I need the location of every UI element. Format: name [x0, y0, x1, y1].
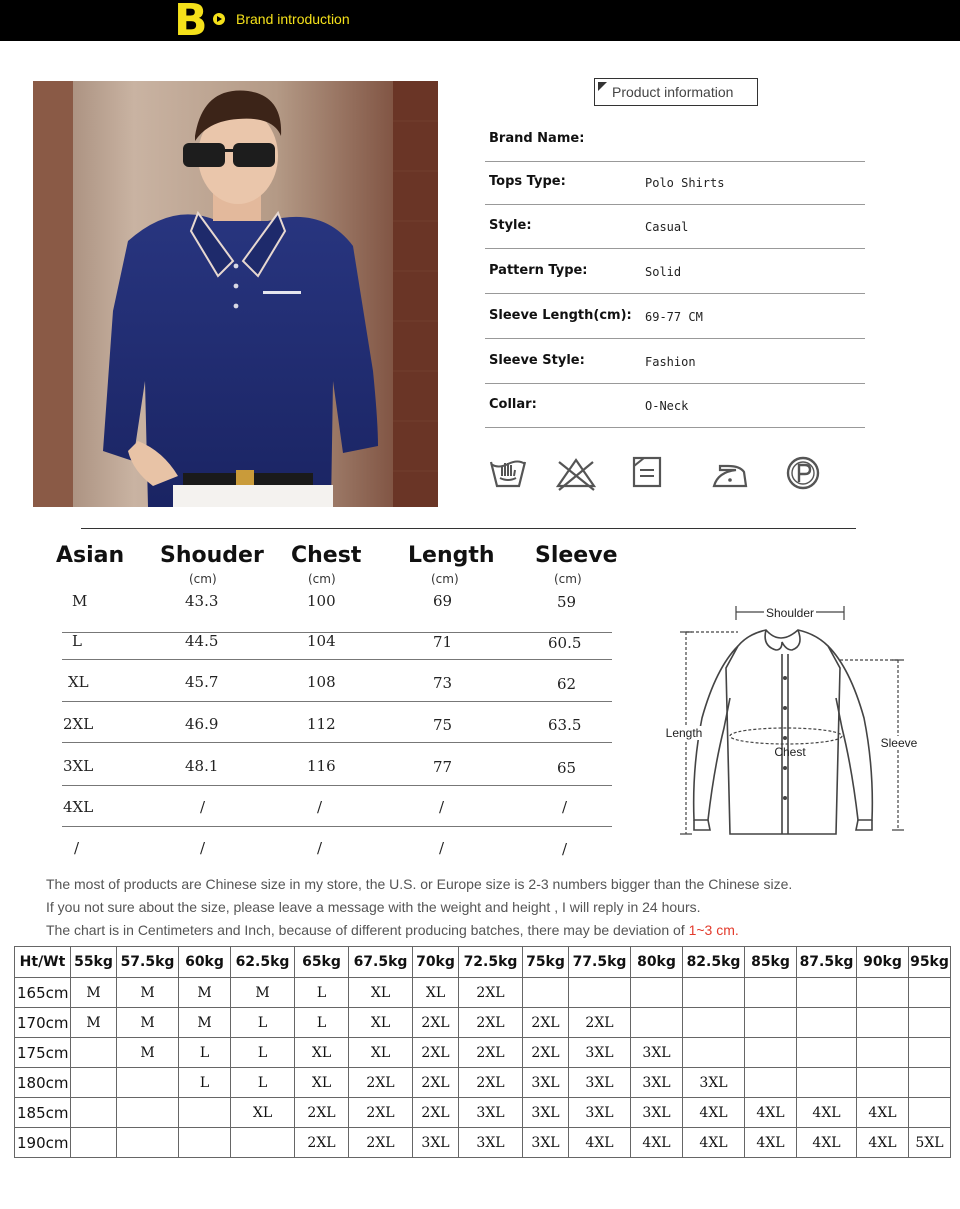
size-row [62, 702, 612, 743]
weight-header: 67.5kg [349, 947, 413, 978]
size-recommendation-cell [909, 1038, 951, 1068]
size-recommendation-cell [523, 978, 569, 1008]
size-row [62, 786, 612, 827]
weight-header: 62.5kg [231, 947, 295, 978]
size-recommendation-cell: L [295, 978, 349, 1008]
height-label: 180cm [15, 1068, 71, 1098]
size-recommendation-cell: L [231, 1068, 295, 1098]
attribute-key: Sleeve Length(cm): [489, 308, 632, 323]
size-cell: 104 [307, 632, 336, 650]
attribute-key: Style: [489, 218, 532, 233]
size-recommendation-cell [683, 1038, 745, 1068]
size-recommendation-cell [117, 1098, 179, 1128]
attribute-key: Brand Name: [489, 131, 585, 146]
unit-label: (cm) [189, 572, 217, 586]
tumble-dry-icon [632, 452, 664, 492]
size-cell: / [439, 839, 445, 857]
size-recommendation-cell: 2XL [349, 1068, 413, 1098]
size-cell: 59 [557, 593, 577, 611]
weight-header: 60kg [179, 947, 231, 978]
unit-label: (cm) [308, 572, 336, 586]
size-header-chest: Chest [291, 543, 362, 568]
size-recommendation-cell: 3XL [631, 1098, 683, 1128]
shirt-measurement-diagram [658, 598, 923, 846]
size-recommendation-cell [857, 1038, 909, 1068]
size-recommendation-cell: 3XL [459, 1098, 523, 1128]
play-icon [213, 13, 225, 25]
size-row [62, 660, 612, 702]
size-recommendation-cell [745, 1008, 797, 1038]
size-recommendation-cell [797, 1038, 857, 1068]
table-header-row [15, 947, 951, 978]
size-recommendation-cell [745, 978, 797, 1008]
height-weight-table [14, 946, 951, 1158]
hand-wash-icon [488, 452, 528, 492]
size-recommendation-cell: 4XL [745, 1098, 797, 1128]
size-recommendation-cell: 3XL [569, 1068, 631, 1098]
weight-header: 95kg [909, 947, 951, 978]
size-recommendation-cell [179, 1098, 231, 1128]
size-recommendation-cell: 4XL [745, 1128, 797, 1158]
size-note-text: The chart is in Centimeters and Inch, because of different producing batches, there may be deviation of [46, 922, 689, 938]
size-cell: 46.9 [185, 715, 219, 733]
size-recommendation-cell: 3XL [683, 1068, 745, 1098]
attribute-row [485, 118, 865, 162]
table-row [15, 1038, 951, 1068]
attribute-value: Solid [645, 265, 682, 279]
size-recommendation-cell: 3XL [459, 1128, 523, 1158]
size-note: The most of products are Chinese size in my store, the U.S. or Europe size is 2-3 numbers bigger than the Chinese size. [46, 876, 793, 892]
size-note [46, 922, 739, 938]
deviation-highlight: 1~3 cm [688, 922, 735, 938]
size-recommendation-cell: 4XL [631, 1128, 683, 1158]
size-recommendation-cell: XL [231, 1098, 295, 1128]
size-note-end: . [734, 922, 739, 938]
size-cell: L [72, 632, 82, 650]
weight-header: 65kg [295, 947, 349, 978]
size-recommendation-cell [745, 1038, 797, 1068]
size-cell: 77 [433, 758, 453, 776]
size-recommendation-cell [857, 1008, 909, 1038]
size-row [62, 827, 612, 868]
size-recommendation-cell: 4XL [857, 1128, 909, 1158]
size-recommendation-cell [231, 1128, 295, 1158]
size-recommendation-cell [117, 1068, 179, 1098]
size-recommendation-cell: 2XL [523, 1038, 569, 1068]
size-cell: 63.5 [548, 716, 582, 734]
weight-header: 72.5kg [459, 947, 523, 978]
size-cell: 112 [307, 715, 336, 733]
size-recommendation-cell [909, 1008, 951, 1038]
size-recommendation-cell: 2XL [459, 978, 523, 1008]
weight-header: 57.5kg [117, 947, 179, 978]
table-row [15, 1128, 951, 1158]
size-header-asian: Asian [56, 543, 125, 568]
attribute-row [485, 384, 865, 428]
size-recommendation-cell [71, 1068, 117, 1098]
size-recommendation-cell: 2XL [349, 1128, 413, 1158]
size-recommendation-cell: M [117, 978, 179, 1008]
size-recommendation-cell [631, 1008, 683, 1038]
size-cell: / [317, 798, 323, 816]
size-recommendation-cell: M [71, 1008, 117, 1038]
size-header-length: Length [408, 543, 495, 568]
attribute-row [485, 161, 865, 205]
size-recommendation-cell: M [71, 978, 117, 1008]
size-cell: / [439, 798, 445, 816]
care-icons [488, 452, 828, 496]
size-recommendation-cell: 4XL [797, 1128, 857, 1158]
size-recommendation-cell: 4XL [683, 1128, 745, 1158]
diagram-label-shoulder: Shoulder [765, 606, 815, 620]
height-label: 190cm [15, 1128, 71, 1158]
attribute-row [485, 205, 865, 249]
size-recommendation-cell [797, 978, 857, 1008]
size-recommendation-cell: 3XL [569, 1098, 631, 1128]
size-recommendation-cell: 4XL [857, 1098, 909, 1128]
product-photo [33, 81, 438, 507]
size-recommendation-cell [71, 1098, 117, 1128]
size-cell: / [200, 798, 206, 816]
diagram-label-length: Length [665, 726, 703, 740]
dry-clean-p-icon [786, 452, 822, 492]
brand-letter: B [174, 0, 208, 46]
size-header-shoulder: Shouder [160, 543, 264, 568]
size-cell: XL [68, 673, 89, 691]
product-information-badge: Product information [594, 78, 758, 106]
attribute-key: Sleeve Style: [489, 353, 585, 368]
attribute-value: Polo Shirts [645, 176, 725, 190]
size-recommendation-cell [179, 1128, 231, 1158]
unit-label: (cm) [431, 572, 459, 586]
size-cell: 100 [307, 592, 336, 610]
size-recommendation-cell: 3XL [631, 1068, 683, 1098]
size-recommendation-cell: XL [349, 978, 413, 1008]
brand-header-bar [0, 0, 960, 46]
size-cell: / [562, 840, 568, 858]
size-recommendation-cell [745, 1068, 797, 1098]
weight-header: 87.5kg [797, 947, 857, 978]
size-recommendation-cell: XL [413, 978, 459, 1008]
size-recommendation-cell [797, 1008, 857, 1038]
size-recommendation-cell [909, 978, 951, 1008]
diagram-label-sleeve: Sleeve [880, 736, 918, 750]
size-recommendation-cell: 3XL [523, 1128, 569, 1158]
size-recommendation-cell: M [179, 978, 231, 1008]
size-cell: 44.5 [185, 632, 219, 650]
size-recommendation-cell [631, 978, 683, 1008]
size-recommendation-cell: 3XL [631, 1038, 683, 1068]
size-recommendation-cell: L [231, 1038, 295, 1068]
size-recommendation-cell: XL [295, 1038, 349, 1068]
size-recommendation-cell: 4XL [797, 1098, 857, 1128]
attribute-row [485, 340, 865, 384]
size-recommendation-cell [909, 1098, 951, 1128]
section-divider [81, 528, 856, 529]
attribute-value: O-Neck [645, 399, 689, 413]
size-cell: 71 [433, 633, 453, 651]
size-cell: 75 [433, 716, 453, 734]
size-recommendation-cell: XL [349, 1038, 413, 1068]
size-recommendation-cell: 3XL [413, 1128, 459, 1158]
size-cell: / [562, 798, 568, 816]
size-recommendation-cell: 2XL [459, 1008, 523, 1038]
size-recommendation-cell: 2XL [295, 1098, 349, 1128]
size-header-sleeve: Sleeve [535, 543, 618, 568]
size-recommendation-cell: M [231, 978, 295, 1008]
size-recommendation-cell: XL [295, 1068, 349, 1098]
height-label: 170cm [15, 1008, 71, 1038]
attribute-key: Collar: [489, 397, 537, 412]
size-recommendation-cell [857, 978, 909, 1008]
size-cell: 116 [307, 757, 336, 775]
size-recommendation-cell: 5XL [909, 1128, 951, 1158]
size-recommendation-cell [71, 1128, 117, 1158]
weight-header: 75kg [523, 947, 569, 978]
weight-header: 82.5kg [683, 947, 745, 978]
size-recommendation-cell: 2XL [523, 1008, 569, 1038]
weight-header: 85kg [745, 947, 797, 978]
size-recommendation-cell: 2XL [413, 1098, 459, 1128]
size-cell: 3XL [63, 757, 94, 775]
attribute-value: 69-77 CM [645, 310, 703, 324]
iron-icon [710, 452, 750, 492]
weight-header: 70kg [413, 947, 459, 978]
size-recommendation-cell: 2XL [459, 1068, 523, 1098]
size-recommendation-cell: L [295, 1008, 349, 1038]
size-cell: 62 [557, 675, 577, 693]
size-recommendation-cell: 4XL [569, 1128, 631, 1158]
size-recommendation-cell: 2XL [413, 1008, 459, 1038]
size-cell: M [72, 592, 88, 610]
size-recommendation-cell: M [179, 1008, 231, 1038]
size-cell: 108 [307, 673, 336, 691]
size-recommendation-cell: 4XL [683, 1098, 745, 1128]
size-cell: 60.5 [548, 634, 582, 652]
weight-header: 80kg [631, 947, 683, 978]
size-recommendation-cell: 2XL [459, 1038, 523, 1068]
weight-header: 55kg [71, 947, 117, 978]
size-note: If you not sure about the size, please leave a message with the weight and height , I will reply in 24 hours. [46, 899, 701, 915]
size-recommendation-cell [117, 1128, 179, 1158]
size-cell: 45.7 [185, 673, 219, 691]
size-recommendation-cell [683, 1008, 745, 1038]
size-cell: / [74, 839, 80, 857]
size-recommendation-cell: L [231, 1008, 295, 1038]
no-bleach-icon [554, 452, 598, 492]
attribute-value: Casual [645, 220, 689, 234]
table-row [15, 1098, 951, 1128]
size-cell: 43.3 [185, 592, 219, 610]
size-recommendation-cell: M [117, 1008, 179, 1038]
size-cell: 73 [433, 674, 453, 692]
size-recommendation-cell: 2XL [349, 1098, 413, 1128]
weight-header: 77.5kg [569, 947, 631, 978]
height-label: 175cm [15, 1038, 71, 1068]
size-row [62, 743, 612, 786]
brand-intro-title: Brand introduction [236, 11, 350, 27]
size-recommendation-cell [683, 978, 745, 1008]
size-cell: 2XL [63, 715, 94, 733]
table-row [15, 1068, 951, 1098]
size-recommendation-cell [71, 1038, 117, 1068]
table-corner-label: Ht/Wt [15, 947, 71, 978]
height-label: 165cm [15, 978, 71, 1008]
size-cell: 69 [433, 592, 453, 610]
attribute-row [485, 295, 865, 339]
size-recommendation-cell: 2XL [295, 1128, 349, 1158]
size-row [62, 619, 612, 660]
unit-label: (cm) [554, 572, 582, 586]
size-recommendation-cell [909, 1068, 951, 1098]
size-recommendation-cell [857, 1068, 909, 1098]
table-row [15, 978, 951, 1008]
size-recommendation-cell: M [117, 1038, 179, 1068]
height-label: 185cm [15, 1098, 71, 1128]
size-cell: 48.1 [185, 757, 219, 775]
weight-header: 90kg [857, 947, 909, 978]
size-recommendation-cell: 2XL [413, 1038, 459, 1068]
size-recommendation-cell: 3XL [523, 1068, 569, 1098]
size-recommendation-cell: 3XL [523, 1098, 569, 1128]
diagram-label-chest: Chest [774, 745, 806, 759]
attribute-value: Fashion [645, 355, 696, 369]
table-row [15, 1008, 951, 1038]
size-cell: / [200, 839, 206, 857]
size-recommendation-cell: XL [349, 1008, 413, 1038]
size-cell: 4XL [63, 798, 94, 816]
size-cell: 65 [557, 759, 577, 777]
size-cell: / [317, 839, 323, 857]
size-recommendation-cell: L [179, 1038, 231, 1068]
size-recommendation-cell [569, 978, 631, 1008]
size-recommendation-cell [797, 1068, 857, 1098]
size-recommendation-cell: 3XL [569, 1038, 631, 1068]
attribute-key: Tops Type: [489, 174, 566, 189]
size-recommendation-cell: 2XL [569, 1008, 631, 1038]
attribute-key: Pattern Type: [489, 263, 588, 278]
size-recommendation-cell: L [179, 1068, 231, 1098]
attribute-row [485, 250, 865, 294]
size-recommendation-cell: 2XL [413, 1068, 459, 1098]
